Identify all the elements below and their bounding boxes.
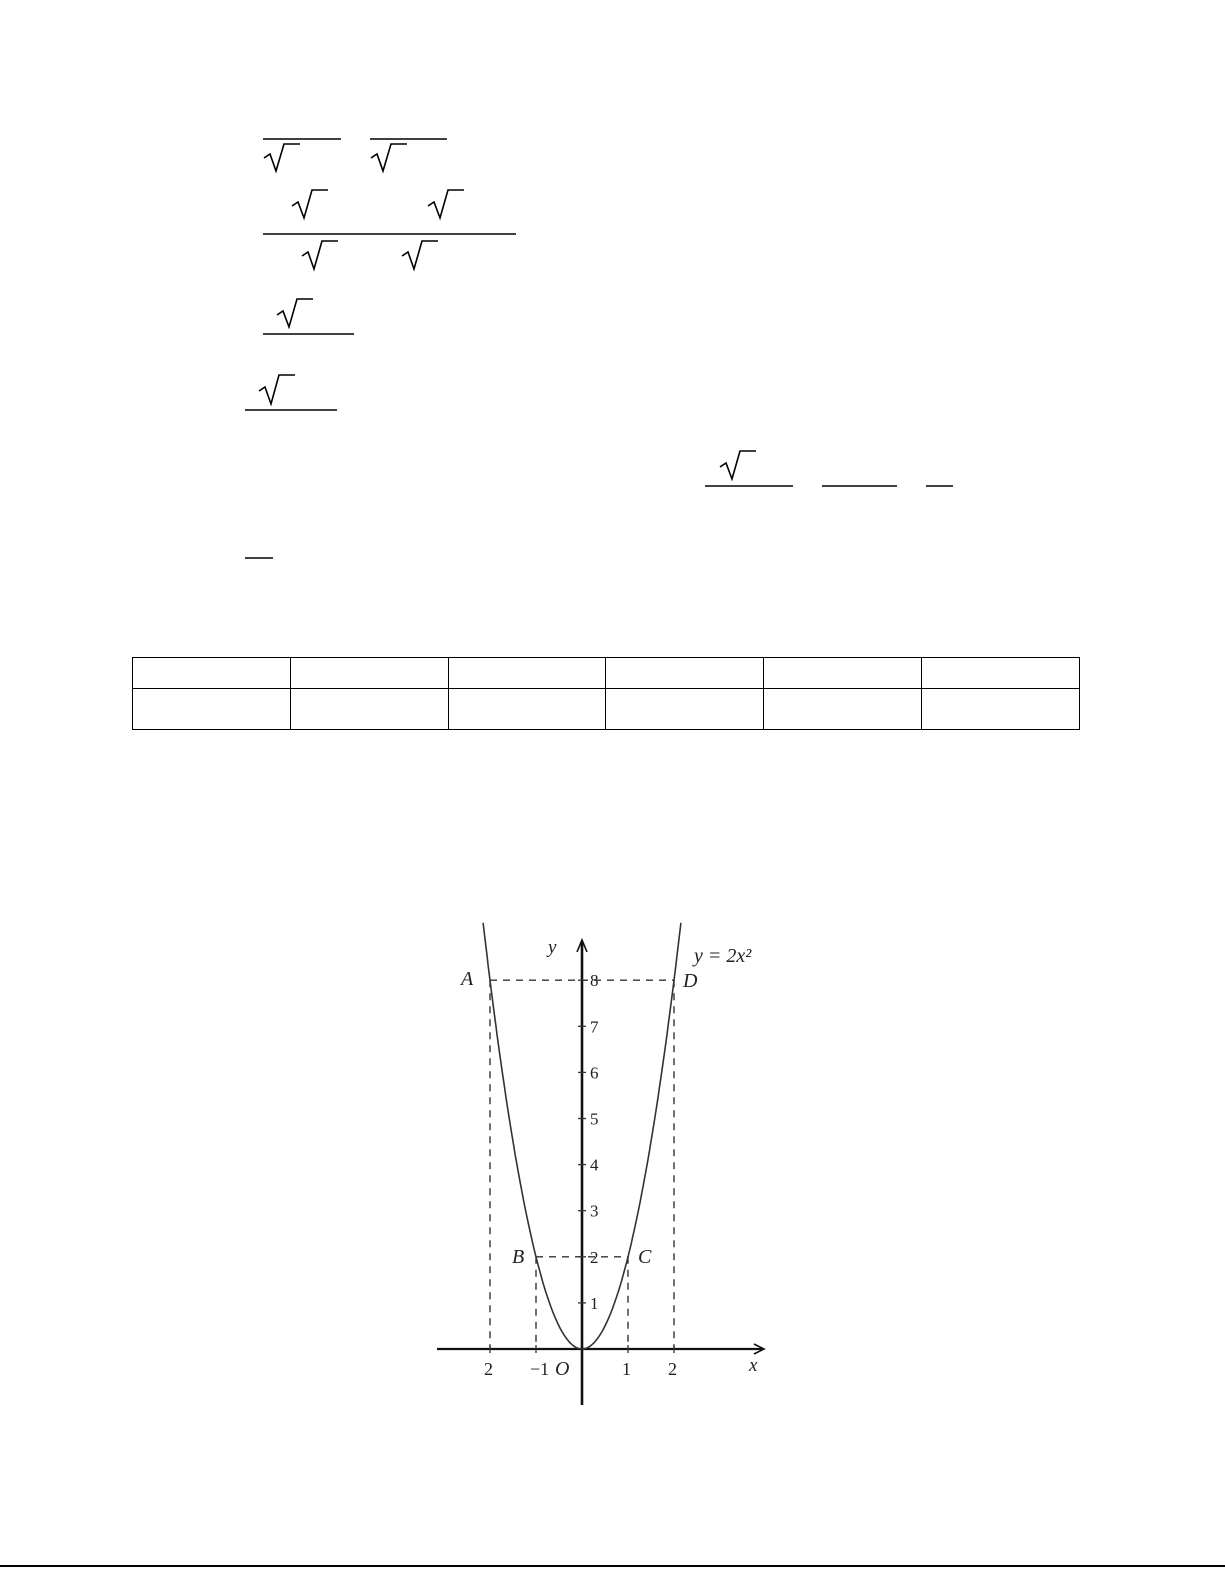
y-tick-label: 4	[590, 1155, 599, 1175]
point-label: D	[683, 970, 698, 993]
y-tick-label: 6	[590, 1063, 599, 1083]
label-layer	[459, 937, 758, 1380]
point-label: A	[461, 968, 474, 991]
curve-label: y = 2x²	[694, 945, 752, 967]
y-tick-label: 8	[590, 971, 599, 991]
y-tick-label: 7	[590, 1017, 599, 1037]
footer-rule	[0, 1565, 1225, 1567]
x-tick-label: −1	[530, 1359, 550, 1379]
x-tick-label: 1	[622, 1359, 631, 1379]
x-tick-label: 2	[668, 1359, 677, 1379]
y-tick-label: 1	[590, 1293, 599, 1313]
x-tick-label: 2	[484, 1359, 493, 1379]
point-label: B	[512, 1245, 525, 1268]
x-axis-label: x	[749, 1355, 758, 1376]
y-axis-label: y	[548, 937, 557, 958]
y-tick-label: 3	[590, 1201, 599, 1221]
y-tick-label: 5	[590, 1109, 599, 1129]
y-tick-label: 2	[590, 1247, 599, 1267]
point-label: C	[638, 1245, 652, 1268]
origin-label: O	[555, 1358, 570, 1380]
